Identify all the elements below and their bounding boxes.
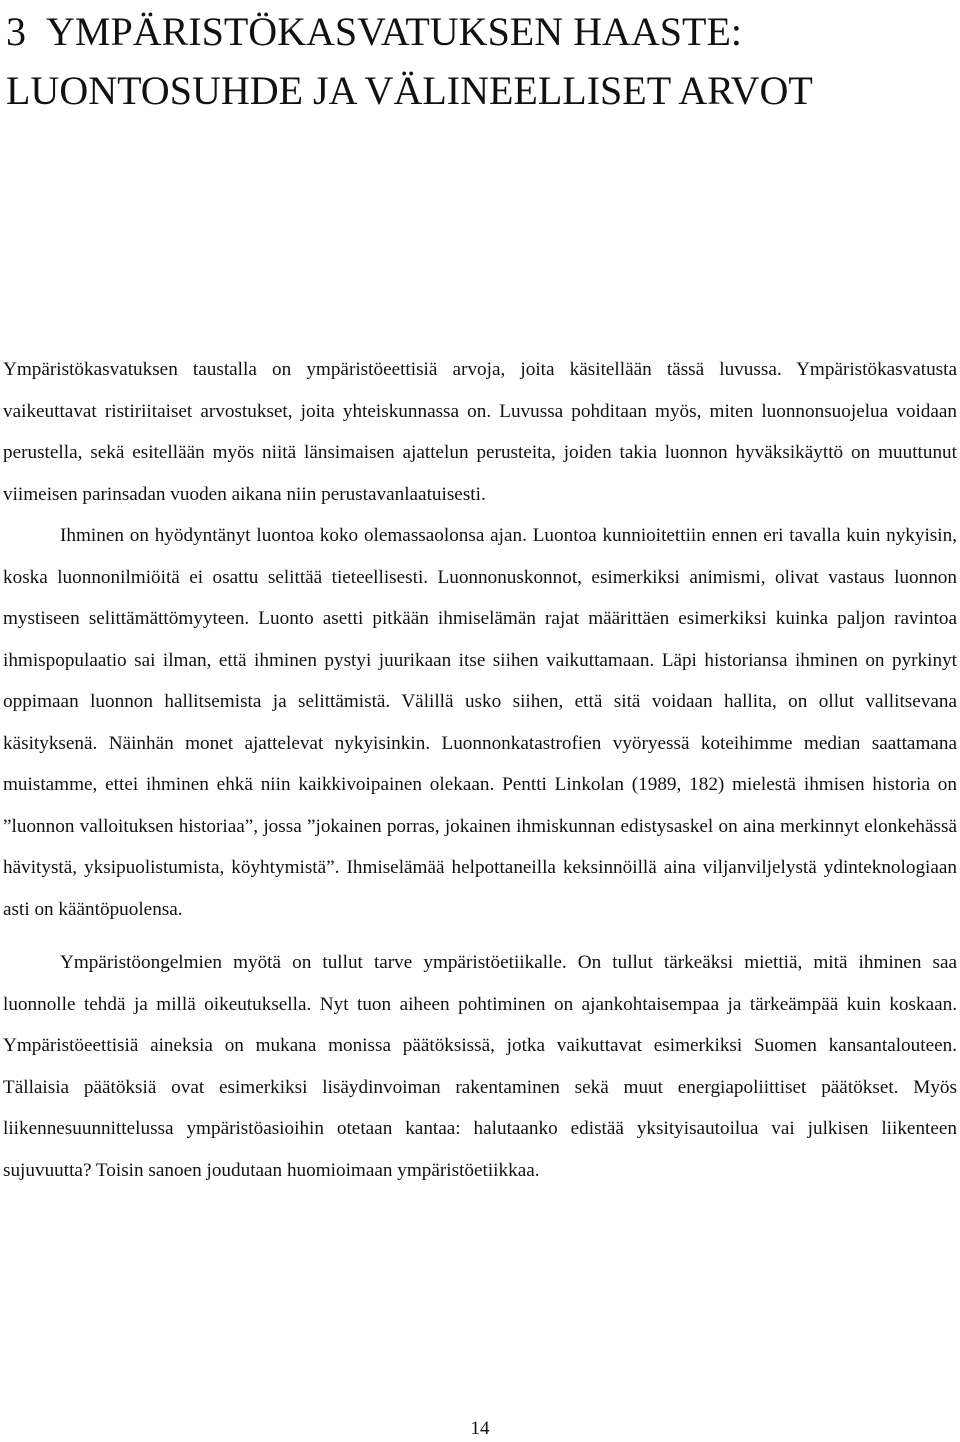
paragraph-intro: Ympäristökasvatuksen taustalla on ympäristöeettisiä arvoja, joita käsitellään tässä luvussa. Ympäristökasvatusta vaikeuttavat ristiriitaiset arvostukset, joita yhteiskunnassa on. Luvussa pohditaan myös, miten luonnonsuojelua voidaan perustella, sekä esitellään myös niitä länsimaisen ajattelun perusteita, joiden takia luonnon hyväksikäyttö on muuttunut viimeisen parinsadan vuoden aikana niin perustavanlaatuisesti. [3,359,957,505]
paragraph-ethics: Ympäristöongelmien myötä on tullut tarve ympäristöetiikalle. On tullut tärkeäksi miettiä, mitä ihminen saa luonnolle tehdä ja millä oikeutuksella. Nyt tuon aiheen pohtiminen on ajankohtaisempaa ja tärkeämpää kuin koskaan. Ympäristöeettisiä aineksia on mukana monissa päätöksissä, jotka vaikuttavat esimerkiksi Suomen kansantalouteen. Tällaisia päätöksiä ovat esimerkiksi lisäydinvoiman rakentaminen sekä muut energiapoliittiset päätökset. Myös liikennesuunnittelussa ympäristöasioihin otetaan kantaa: halutaanko edistää yksityisautoilua vai julkisen liikenteen sujuvuutta? Toisin sanoen joudutaan huomioimaan ympäristöetiikkaa. [3,952,957,1181]
paragraph-history: Ihminen on hyödyntänyt luontoa koko olemassaolonsa ajan. Luontoa kunnioitettiin ennen eri tavalla kuin nykyisin, koska luonnonilmiöitä ei osattu selittää tieteellisesti. Luonnonuskonnot, esimerkiksi animismi, olivat vastaus luonnon mystiseen selittämättömyyteen. Luonto asetti pitkään ihmiselämän rajat määrittäen esimerkiksi kuinka paljon ravintoa ihmispopulaatio sai ilman, että ihminen pystyi juurikaan itse siihen vaikuttamaan. Läpi historiansa ihminen on pyrkinyt oppimaan luonnon hallitsemista ja selittämistä. Välillä usko siihen, että sitä voidaan hallita, on ollut vallitsevana käsityksenä. Näinhän monet ajattelevat nykyisinkin. Luonnonkatastrofien vyöryessä koteihimme median saattamana muistamme, ettei ihminen ehkä niin kaikkivoipainen olekaan. Pentti Linkolan (1989, 182) mielestä ihmisen historia on ”luonnon valloituksen historiaa”, jossa ”jokainen porras, jokainen ihmiskunnan edistysaskel on aina merkinnyt elonkehässä hävitystä, yksipuolistumista, köyhtymistä”. Ihmiselämää helpottaneilla keksinnöillä aina viljanviljelystä ydinteknologiaan asti on kääntöpuolensa. [3,525,957,920]
body-text [3,349,957,1191]
chapter-heading [6,2,956,120]
chapter-number: 3 [6,9,26,54]
chapter-title: YMPÄRISTÖKASVATUKSEN HAASTE: LUONTOSUHDE JA VÄLINEELLISET ARVOT [6,9,813,113]
page-number: 14 [470,1418,490,1439]
